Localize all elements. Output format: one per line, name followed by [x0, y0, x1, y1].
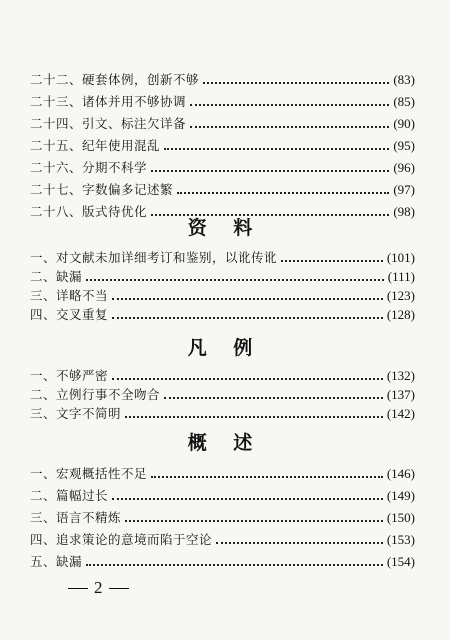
entry-title: 四、追求策论的意境而陷于空论 — [30, 532, 213, 547]
dot-leader — [177, 192, 389, 194]
toc-entry[interactable] — [30, 466, 415, 482]
page-number-value: 2 — [94, 578, 103, 597]
entry-page: (149) — [386, 488, 415, 503]
entry-title: 二十五、纪年使用混乱 — [30, 138, 161, 153]
entry-title: 一、不够严密 — [30, 368, 109, 383]
page-number — [62, 578, 135, 598]
entry-title: 一、宏观概括性不足 — [30, 466, 148, 481]
entry-page: (150) — [386, 510, 415, 525]
entry-page: (96) — [393, 160, 415, 175]
toc-entry[interactable] — [30, 368, 415, 384]
folio-dash-left — [68, 588, 88, 589]
entry-page: (154) — [386, 554, 415, 569]
dot-leader — [281, 260, 383, 262]
dot-leader — [86, 279, 384, 281]
entry-page: (97) — [393, 182, 415, 197]
dot-leader — [164, 148, 389, 150]
section-heading-materials: 资 料 — [187, 217, 263, 239]
entry-page: (98) — [393, 204, 415, 219]
entry-page: (128) — [386, 307, 415, 322]
entry-title: 二十四、引文、标注欠详备 — [30, 116, 187, 131]
entry-title: 五、缺漏 — [30, 554, 83, 569]
entry-page: (123) — [386, 288, 415, 303]
entry-page: (85) — [393, 94, 415, 109]
entry-title: 一、对文献未加详细考订和鉴别，以讹传讹 — [30, 250, 278, 265]
entry-page: (111) — [387, 269, 415, 284]
toc-entry[interactable] — [30, 116, 415, 132]
folio-dash-right — [109, 588, 129, 589]
entry-page: (137) — [386, 387, 415, 402]
toc-entry[interactable] — [30, 138, 415, 154]
toc-entry[interactable] — [30, 532, 415, 548]
dot-leader — [190, 104, 389, 106]
entry-page: (101) — [386, 250, 415, 265]
entry-title: 二十六、分期不科学 — [30, 160, 148, 175]
entry-title: 二、篇幅过长 — [30, 488, 109, 503]
dot-leader — [151, 214, 389, 216]
toc-entry[interactable] — [30, 288, 415, 304]
toc-entry[interactable] — [30, 269, 415, 285]
entry-title: 二、缺漏 — [30, 269, 83, 284]
entry-page: (90) — [393, 116, 415, 131]
toc-entry[interactable] — [30, 307, 415, 323]
dot-leader — [112, 317, 383, 319]
dot-leader — [151, 170, 389, 172]
dot-leader — [112, 298, 383, 300]
entry-title: 三、文字不简明 — [30, 406, 122, 421]
section-heading-guidelines: 凡 例 — [187, 337, 263, 359]
dot-leader — [216, 542, 383, 544]
dot-leader — [112, 378, 383, 380]
dot-leader — [151, 476, 383, 478]
dot-leader — [203, 82, 389, 84]
dot-leader — [190, 126, 389, 128]
entry-title: 三、详略不当 — [30, 288, 109, 303]
toc-entry[interactable] — [30, 554, 415, 570]
section-heading-overview: 概 述 — [187, 432, 263, 454]
toc-entry[interactable] — [30, 250, 415, 266]
entry-title: 三、语言不精炼 — [30, 510, 122, 525]
entry-title: 二十二、硬套体例，创新不够 — [30, 72, 200, 87]
entry-title: 二十三、诸体并用不够协调 — [30, 94, 187, 109]
entry-page: (132) — [386, 368, 415, 383]
toc-entry[interactable] — [30, 72, 415, 88]
toc-entry[interactable] — [30, 387, 415, 403]
dot-leader — [125, 416, 383, 418]
toc-entry[interactable] — [30, 160, 415, 176]
entry-title: 二十八、版式待优化 — [30, 204, 148, 219]
entry-page: (95) — [393, 138, 415, 153]
dot-leader — [164, 397, 383, 399]
toc-entry[interactable] — [30, 182, 415, 198]
toc-entry[interactable] — [30, 510, 415, 526]
entry-page: (146) — [386, 466, 415, 481]
toc-entry[interactable] — [30, 94, 415, 110]
dot-leader — [86, 564, 383, 566]
entry-page: (83) — [393, 72, 415, 87]
entry-page: (142) — [386, 406, 415, 421]
toc-entry[interactable] — [30, 488, 415, 504]
toc-entry[interactable] — [30, 406, 415, 422]
dot-leader — [125, 520, 383, 522]
entry-title: 二、立例行事不全吻合 — [30, 387, 161, 402]
entry-title: 二十七、字数偏多记述繁 — [30, 182, 174, 197]
entry-title: 四、交叉重复 — [30, 307, 109, 322]
dot-leader — [112, 498, 383, 500]
entry-page: (153) — [386, 532, 415, 547]
